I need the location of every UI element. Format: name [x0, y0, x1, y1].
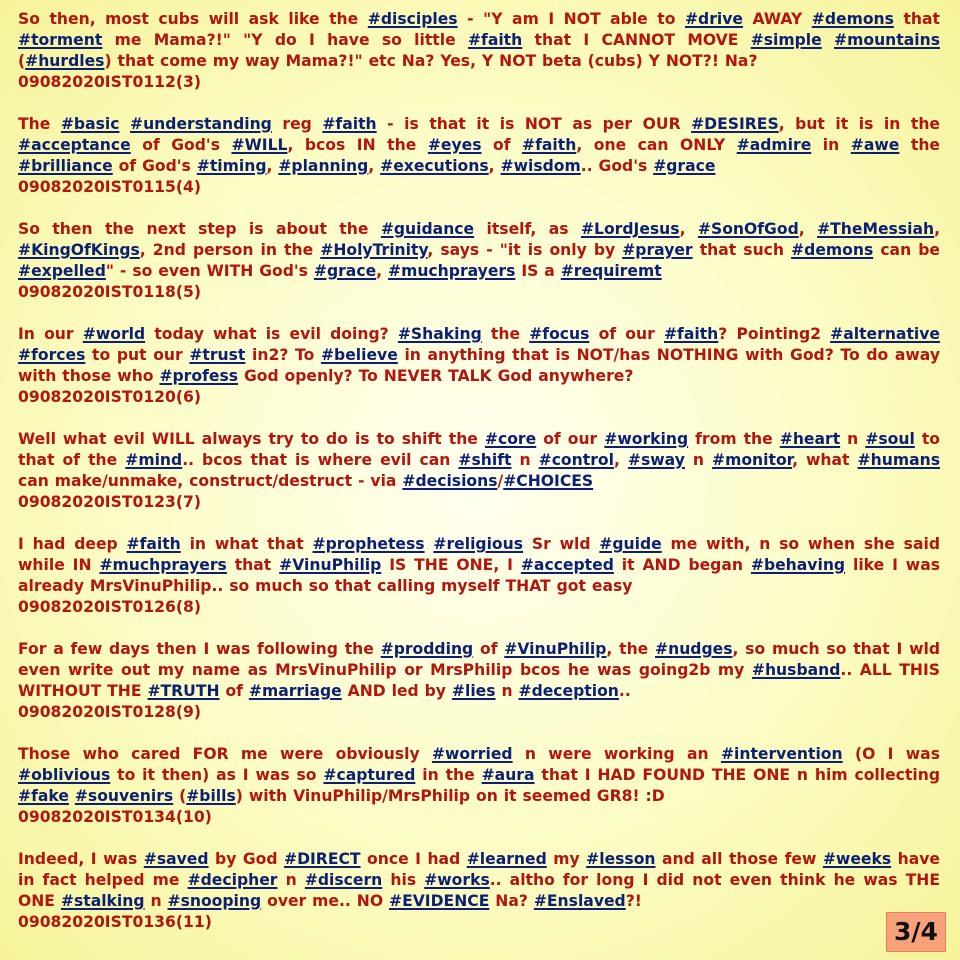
hashtag-link[interactable]: #expelled [18, 262, 106, 280]
hashtag-link[interactable]: #drive [684, 10, 743, 28]
hashtag-link[interactable]: #mountains [834, 31, 940, 49]
page-indicator-badge: 3/4 [886, 912, 946, 952]
paragraph-8 [18, 744, 940, 828]
paragraph-9-text: Indeed, I was #saved by God #DIRECT once I had #learned my #lesson and all those few #weeks have in fact helped me #decipher n #discern his #works.. altho for long I did not even think he was THE ONE #stalking n #snooping over me.. NO #EVIDENCE Na? #Enslaved?! [18, 850, 940, 910]
hashtag-link[interactable]: #prayer [622, 241, 693, 259]
hashtag-link[interactable]: #guide [599, 535, 662, 553]
hashtag-link[interactable]: #core [484, 430, 537, 448]
hashtag-link[interactable]: #VinuPhilip [279, 556, 382, 574]
hashtag-link[interactable]: #hurdles [25, 52, 105, 70]
hashtag-link[interactable]: #understanding [130, 115, 272, 133]
hashtag-link[interactable]: #nudges [655, 640, 733, 658]
hashtag-link[interactable]: #LordJesus [580, 220, 680, 238]
hashtag-link[interactable]: #muchprayers [99, 556, 227, 574]
hashtag-link[interactable]: #oblivious [18, 766, 111, 784]
hashtag-link[interactable]: #timing [196, 157, 267, 175]
hashtag-link[interactable]: #TRUTH [147, 682, 220, 700]
hashtag-link[interactable]: #planning [278, 157, 369, 175]
hashtag-link[interactable]: #intervention [720, 745, 843, 763]
hashtag-link[interactable]: #deception [518, 682, 619, 700]
paragraph-5 [18, 429, 940, 513]
hashtag-link[interactable]: #focus [529, 325, 590, 343]
hashtag-link[interactable]: #decisions [402, 472, 498, 490]
hashtag-link[interactable]: #behaving [750, 556, 846, 574]
hashtag-link[interactable]: #control [538, 451, 614, 469]
hashtag-link[interactable]: #accepted [520, 556, 614, 574]
paragraph-7-text: For a few days then I was following the #prodding of #VinuPhilip, the #nudges, so much so that I wld even write out my name as MrsVinuPhilip or MrsPhilip bcos he was going2b my #husband.. ALL THIS WITHOUT THE #TRUTH of #marriage AND led by #lies n #deception.. [18, 640, 940, 700]
paragraph-6-timestamp: 09082020IST0126(8) [18, 598, 201, 616]
hashtag-link[interactable]: #stalking [60, 892, 145, 910]
hashtag-link[interactable]: #trust [189, 346, 246, 364]
hashtag-link[interactable]: #demons [811, 10, 894, 28]
hashtag-link[interactable]: #simple [750, 31, 822, 49]
hashtag-link[interactable]: #mind [125, 451, 183, 469]
hashtag-link[interactable]: #forces [18, 346, 86, 364]
hashtag-link[interactable]: #learned [466, 850, 547, 868]
paragraph-9 [18, 849, 940, 933]
hashtag-link[interactable]: #basic [60, 115, 120, 133]
paragraph-3-text: So then the next step is about the #guidance itself, as #LordJesus, #SonOfGod, #TheMessiah, #KingOfKings, 2nd person in the #HolyTrinity, says - "it is only by #prayer that such #demons can be #expelled" - so even WITH God's #grace, #muchprayers IS a #requiremt [18, 220, 941, 280]
paragraph-4-text: In our #world today what is evil doing? #Shaking the #focus of our #faith? Pointing2 #alternative #forces to put our #trust in2? To #believe in anything that is NOT/has NOTHING with God? To do away with those who #profess God openly? To NEVER TALK God anywhere? [18, 325, 940, 385]
hashtag-link[interactable]: #faith [126, 535, 181, 553]
hashtag-link[interactable]: #bills [186, 787, 236, 805]
paragraph-4-timestamp: 09082020IST0120(6) [18, 388, 201, 406]
hashtag-link[interactable]: #CHOICES [503, 472, 594, 490]
paragraph-6-text: I had deep #faith in what that #prophetess #religious Sr wld #guide me with, n so when she said while IN #muchprayers that #VinuPhilip IS THE ONE, I #accepted it AND began #behaving like I was already MrsVinuPhilip.. so much so that calling myself THAT got easy [18, 535, 941, 595]
paragraph-2-text: The #basic #understanding reg #faith - is that it is NOT as per OUR #DESIRES, but it is in the #acceptance of God's #WILL, bcos IN the #eyes of #faith, one can ONLY #admire in #awe the #brilliance of God's #timing, #planning, #executions, #wisdom.. God's #grace [18, 115, 941, 175]
hashtag-link[interactable]: #marriage [248, 682, 342, 700]
hashtag-link[interactable]: #torment [18, 31, 103, 49]
hashtag-link[interactable]: #captured [323, 766, 416, 784]
hashtag-link[interactable]: #EVIDENCE [389, 892, 490, 910]
paragraph-8-text: Those who cared FOR me were obviously #worried n were working an #intervention (O I was #oblivious to it then) as I was so #captured in the #aura that I HAD FOUND THE ONE n him collecting #fake #souvenirs (#bills) with VinuPhilip/MrsPhilip on it seemed GR8! :D [18, 745, 940, 805]
hashtag-link[interactable]: #lesson [586, 850, 656, 868]
hashtag-link[interactable]: #worried [431, 745, 513, 763]
hashtag-link[interactable]: #working [604, 430, 689, 448]
hashtag-link[interactable]: #weeks [822, 850, 892, 868]
hashtag-link[interactable]: #executions [380, 157, 489, 175]
hashtag-link[interactable]: #snooping [167, 892, 262, 910]
hashtag-link[interactable]: #humans [857, 451, 940, 469]
hashtag-link[interactable]: #WILL [231, 136, 288, 154]
hashtag-link[interactable]: #believe [320, 346, 398, 364]
paragraph-6 [18, 534, 940, 618]
hashtag-link[interactable]: #admire [736, 136, 812, 154]
hashtag-link[interactable]: #religious [433, 535, 524, 553]
hashtag-link[interactable]: #demons [791, 241, 874, 259]
hashtag-link[interactable]: #heart [779, 430, 841, 448]
hashtag-link[interactable]: #husband [751, 661, 841, 679]
paragraph-3-timestamp: 09082020IST0118(5) [18, 283, 201, 301]
hashtag-link[interactable]: #saved [143, 850, 209, 868]
hashtag-link[interactable]: #TheMessiah [817, 220, 935, 238]
hashtag-link[interactable]: #grace [653, 157, 716, 175]
paragraph-9-timestamp: 09082020IST0136(11) [18, 913, 212, 931]
hashtag-link[interactable]: #awe [850, 136, 900, 154]
hashtag-link[interactable]: #requiremt [560, 262, 662, 280]
paragraph-2-timestamp: 09082020IST0115(4) [18, 178, 201, 196]
paragraph-1 [18, 9, 940, 93]
paragraph-7-timestamp: 09082020IST0128(9) [18, 703, 201, 721]
paragraph-1-text: So then, most cubs will ask like the #disciples - "Y am I NOT able to #drive AWAY #demons that #torment me Mama?!" "Y do I have so little #faith that I CANNOT MOVE #simple #mountains (#hurdles) that come my way Mama?!" etc Na? Yes, Y NOT beta (cubs) Y NOT?! Na? [18, 10, 940, 70]
hashtag-link[interactable]: #faith [322, 115, 377, 133]
hashtag-link[interactable]: #wisdom [500, 157, 581, 175]
hashtag-link[interactable]: #prophetess [312, 535, 425, 553]
hashtag-link[interactable]: #grace [313, 262, 377, 280]
hashtag-link[interactable]: #Shaking [397, 325, 482, 343]
hashtag-link[interactable]: #works [424, 871, 490, 889]
paragraph-3 [18, 219, 940, 303]
hashtag-link[interactable]: #eyes [427, 136, 482, 154]
hashtag-link[interactable]: #shift [458, 451, 512, 469]
paragraph-5-text: Well what evil WILL always try to do is to shift the #core of our #working from the #heart n #soul to that of the #mind.. bcos that is where evil can #shift n #control, #sway n #monitor, what #humans can make/unmake, construct/destruct - via #decisions/#CHOICES [18, 430, 941, 490]
hashtag-link[interactable]: #prodding [380, 640, 474, 658]
paragraph-5-timestamp: 09082020IST0123(7) [18, 493, 201, 511]
paragraph-2 [18, 114, 940, 198]
hashtag-link[interactable]: #muchprayers [388, 262, 516, 280]
hashtag-link[interactable]: #Enslaved [533, 892, 626, 910]
hashtag-link[interactable]: #KingOfKings [18, 241, 140, 259]
hashtag-link[interactable]: #sway [627, 451, 685, 469]
post-text-block [18, 9, 940, 954]
hashtag-link[interactable]: #profess [159, 367, 239, 385]
hashtag-link[interactable]: #fake [18, 787, 69, 805]
hashtag-link[interactable]: #SonOfGod [697, 220, 799, 238]
hashtag-link[interactable]: #faith [522, 136, 577, 154]
hashtag-link[interactable]: #faith [467, 31, 523, 49]
hashtag-link[interactable]: #alternative [830, 325, 940, 343]
hashtag-link[interactable]: #aura [481, 766, 535, 784]
hashtag-link[interactable]: #world [82, 325, 146, 343]
hashtag-link[interactable]: #decipher [187, 871, 278, 889]
hashtag-link[interactable]: #faith [663, 325, 719, 343]
hashtag-link[interactable]: #VinuPhilip [504, 640, 607, 658]
hashtag-link[interactable]: #monitor [712, 451, 793, 469]
hashtag-link[interactable]: #discern [304, 871, 383, 889]
hashtag-link[interactable]: #DESIRES [691, 115, 779, 133]
hashtag-link[interactable]: #brilliance [18, 157, 113, 175]
hashtag-link[interactable]: #acceptance [18, 136, 131, 154]
hashtag-link[interactable]: #lies [451, 682, 496, 700]
hashtag-link[interactable]: #soul [865, 430, 915, 448]
hashtag-link[interactable]: #guidance [380, 220, 475, 238]
hashtag-link[interactable]: #disciples [367, 10, 458, 28]
hashtag-link[interactable]: #HolyTrinity [320, 241, 428, 259]
paragraph-8-timestamp: 09082020IST0134(10) [18, 808, 212, 826]
paragraph-7 [18, 639, 940, 723]
paragraph-1-timestamp: 09082020IST0112(3) [18, 73, 201, 91]
hashtag-link[interactable]: #souvenirs [74, 787, 174, 805]
hashtag-link[interactable]: #DIRECT [284, 850, 361, 868]
paragraph-4 [18, 324, 940, 408]
